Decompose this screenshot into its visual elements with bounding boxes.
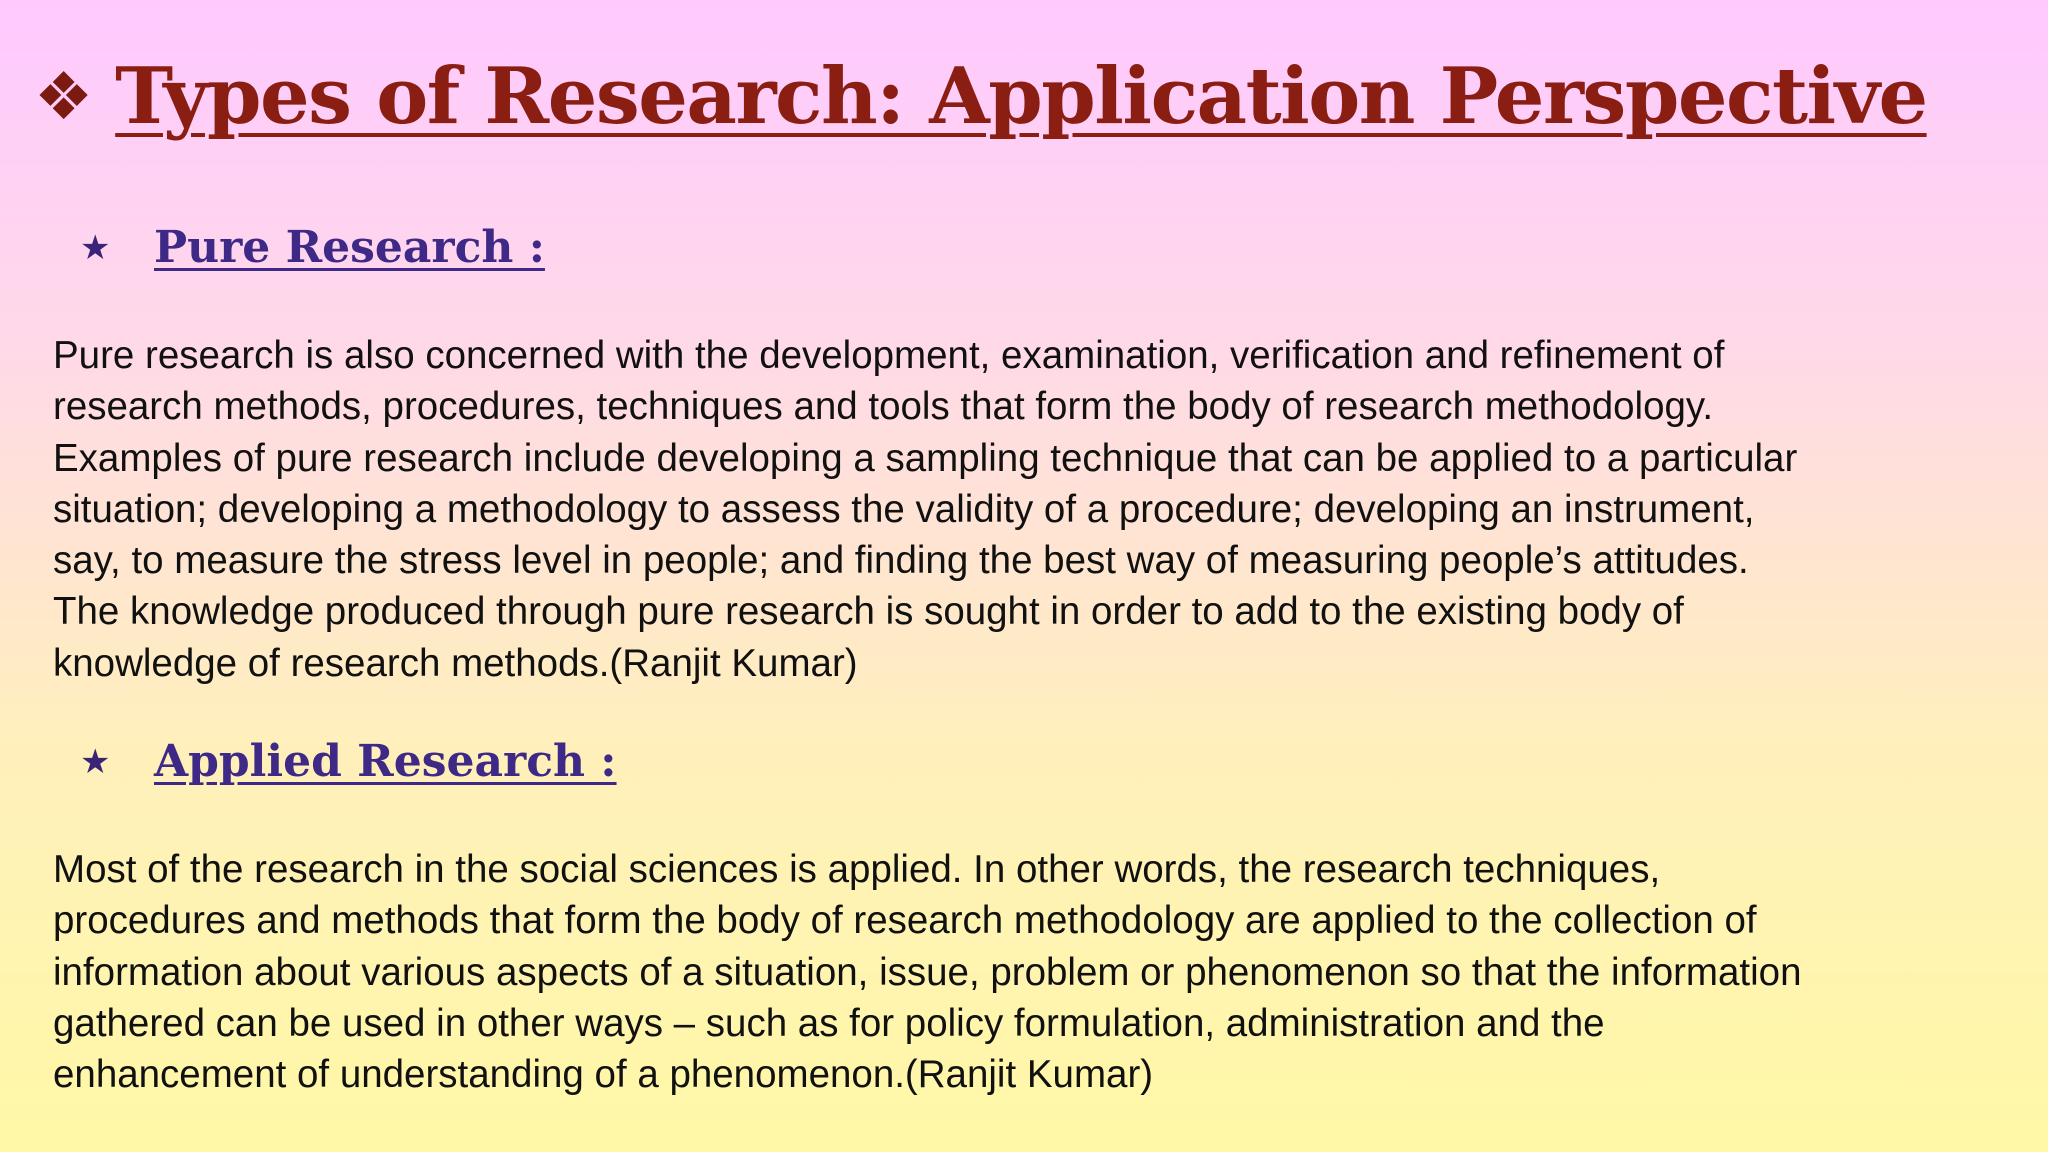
star-bullet-icon: ★	[80, 228, 111, 269]
text-line: enhancement of understanding of a phenomenon.(Ranjit Kumar)	[53, 1053, 1154, 1097]
slide-title: Types of Research: Application Perspective	[115, 51, 1927, 142]
star-bullet-icon: ★	[80, 742, 111, 783]
text-line: gathered can be used in other ways – such as for policy formulation, administration and the	[53, 1001, 1605, 1045]
text-line: Pure research is also concerned with the development, examination, verification and refinement of	[53, 334, 1725, 377]
text-line: information about various aspects of a situation, issue, problem or phenomenon so that the information	[53, 950, 1802, 994]
section-heading-pure-research	[80, 222, 545, 275]
text-line: procedures and methods that form the body of research methodology are applied to the collection of	[53, 899, 1757, 943]
diamond-bullet-icon: ❖	[34, 57, 94, 135]
text-line: research methods, procedures, techniques and tools that form the body of research methodology.	[53, 385, 1714, 429]
heading-applied-research: Applied Research :	[154, 736, 617, 787]
section-heading-applied-research	[80, 736, 617, 789]
heading-pure-research: Pure Research :	[154, 222, 545, 273]
title-row	[34, 50, 1927, 144]
paragraph-pure-research	[53, 330, 2033, 689]
text-line: Most of the research in the social sciences is applied. In other words, the research techniques,	[53, 848, 1661, 891]
text-line: say, to measure the stress level in people; and finding the best way of measuring people’s attitudes.	[53, 539, 1749, 583]
text-line: situation; developing a methodology to assess the validity of a procedure; developing an instrument,	[53, 487, 1755, 531]
text-line: Examples of pure research include developing a sampling technique that can be applied to a particular	[53, 436, 1798, 480]
text-line: knowledge of research methods.(Ranjit Kumar)	[53, 641, 858, 685]
text-line: The knowledge produced through pure research is sought in order to add to the existing body of	[53, 590, 1684, 634]
paragraph-applied-research	[53, 844, 2033, 1100]
